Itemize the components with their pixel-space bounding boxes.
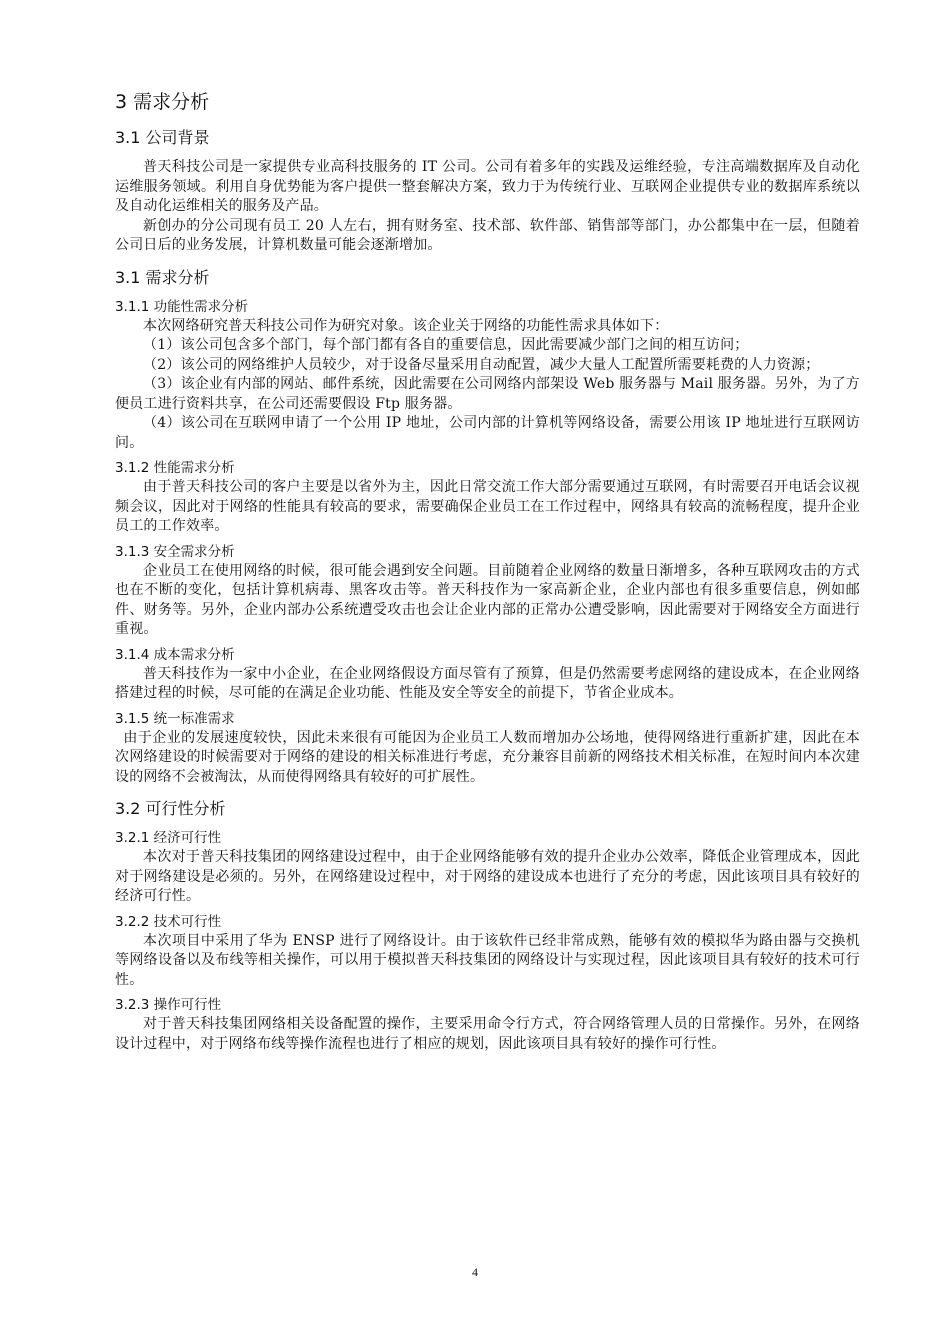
list-item: （2）该公司的网络维护人员较少，对于设备尽量采用自动配置，减少大量人工配置所需要耗费的人力资源； — [143, 356, 820, 373]
section-heading-requirements: 3.1 需求分析 — [115, 267, 210, 287]
section-heading-feasibility: 3.2 可行性分析 — [115, 799, 226, 818]
list-item: （3）该企业有内部的网站、邮件系统，因此需要在公司网络内部架设 Web 服务器与 Mail 服务器。另外，为了方便员工进行资料共享，在公司还需要假设 Ftp 服务器。 — [115, 376, 860, 412]
paragraph: 本次项目中采用了华为 ENSP 进行了网络设计。由于该软件已经非常成熟，能够有效的模拟华为路由器与交换机等网络设备以及布线等相关操作，可以用于模拟普天科技集团的网络设计与实现过程，因此该项目具有较好的技术可行性。 — [115, 932, 860, 988]
subsection-heading-functional: 3.1.1 功能性需求分析 — [115, 298, 249, 315]
subsection-heading-economic: 3.2.1 经济可行性 — [115, 830, 222, 846]
chapter-heading: 3 需求分析 — [115, 91, 210, 113]
paragraph: 对于普天科技集团网络相关设备配置的操作，主要采用命令行方式，符合网络管理人员的日常操作。另外，在网络设计过程中，对于网络布线等操作流程也进行了相应的规划，因此该项目具有较好的操作可行性。 — [115, 1016, 860, 1052]
document-page — [115, 88, 860, 1054]
subsection-heading-operational: 3.2.3 操作可行性 — [115, 997, 222, 1013]
page-number: 4 — [472, 1265, 478, 1279]
paragraph: 本次网络研究普天科技公司作为研究对象。该企业关于网络的功能性需求具体如下： — [143, 317, 669, 334]
paragraph: 普天科技公司是一家提供专业高科技服务的 IT 公司。公司有着多年的实践及运维经验，专注高端数据库及自动化运维服务领域。利用自身优势能为客户提供一整套解决方案，致力于为传统行业、互联网企业提供专业的数据库系统以及自动化运维相关的服务及产品。 — [115, 159, 860, 214]
subsection-heading-performance: 3.1.2 性能需求分析 — [115, 460, 235, 476]
list-item: （1）该公司包含多个部门，每个部门都有各自的重要信息，因此需要减少部门之间的相互访问； — [143, 337, 749, 353]
list-item: （4）该公司在互联网申请了一个公用 IP 地址，公司内部的计算机等网络设备，需要公用该 IP 地址进行互联网访问。 — [115, 415, 860, 451]
subsection-heading-technical: 3.2.2 技术可行性 — [115, 913, 222, 930]
paragraph: 企业员工在使用网络的时候，很可能会遇到安全问题。目前随着企业网络的数量日渐增多，各种互联网攻击的方式也在不断的变化，包括计算机病毒、黑客攻击等。普天科技作为一家高新企业，企业内部也有很多重要信息，例如邮件、财务等。另外，企业内部办公系统遭受攻击也会让企业内部的正常办公遭受影响，因此需要对于网络安全方面进行重视。 — [115, 562, 860, 637]
paragraph: 由于企业的发展速度较快，因此未来很有可能因为企业员工人数而增加办公场地，使得网络进行重新扩建，因此在本次网络建设的时候需要对于网络的建设的相关标准进行考虑，充分兼容目前新的网络技术相关标准，在短时间内本次建设的网络不会被淘汰，从而使得网络具有较好的可扩展性。 — [115, 729, 860, 785]
paragraph: 本次对于普天科技集团的网络建设过程中，由于企业网络能够有效的提升企业办公效率，降低企业管理成本，因此对于网络建设是必须的。另外，在网络建设过程中，对于网络的建设成本也进行了充分的考虑，因此该项目具有较好的经济可行性。 — [115, 849, 860, 904]
paragraph: 由于普天科技公司的客户主要是以省外为主，因此日常交流工作大部分需要通过互联网，有时需要召开电话会议视频会议，因此对于网络的性能具有较高的要求，需要确保企业员工在工作过程中，网络具有较高的流畅程度，提升企业员工的工作效率。 — [115, 479, 860, 534]
paragraph: 普天科技作为一家中小企业，在企业网络假设方面尽管有了预算，但是仍然需要考虑网络的建设成本，在企业网络搭建过程的时候，尽可能的在满足企业功能、性能及安全等安全的前提下，节省企业成本。 — [115, 665, 860, 701]
subsection-heading-standard: 3.1.5 统一标准需求 — [115, 710, 235, 727]
subsection-heading-cost: 3.1.4 成本需求分析 — [115, 646, 235, 663]
subsection-heading-security: 3.1.3 安全需求分析 — [115, 543, 235, 560]
paragraph: 新创办的分公司现有员工 20 人左右，拥有财务室、技术部、软件部、销售部等部门，办公都集中在一层，但随着公司日后的业务发展，计算机数量可能会逐渐增加。 — [115, 217, 860, 253]
section-heading-company-background: 3.1 公司背景 — [115, 128, 210, 147]
